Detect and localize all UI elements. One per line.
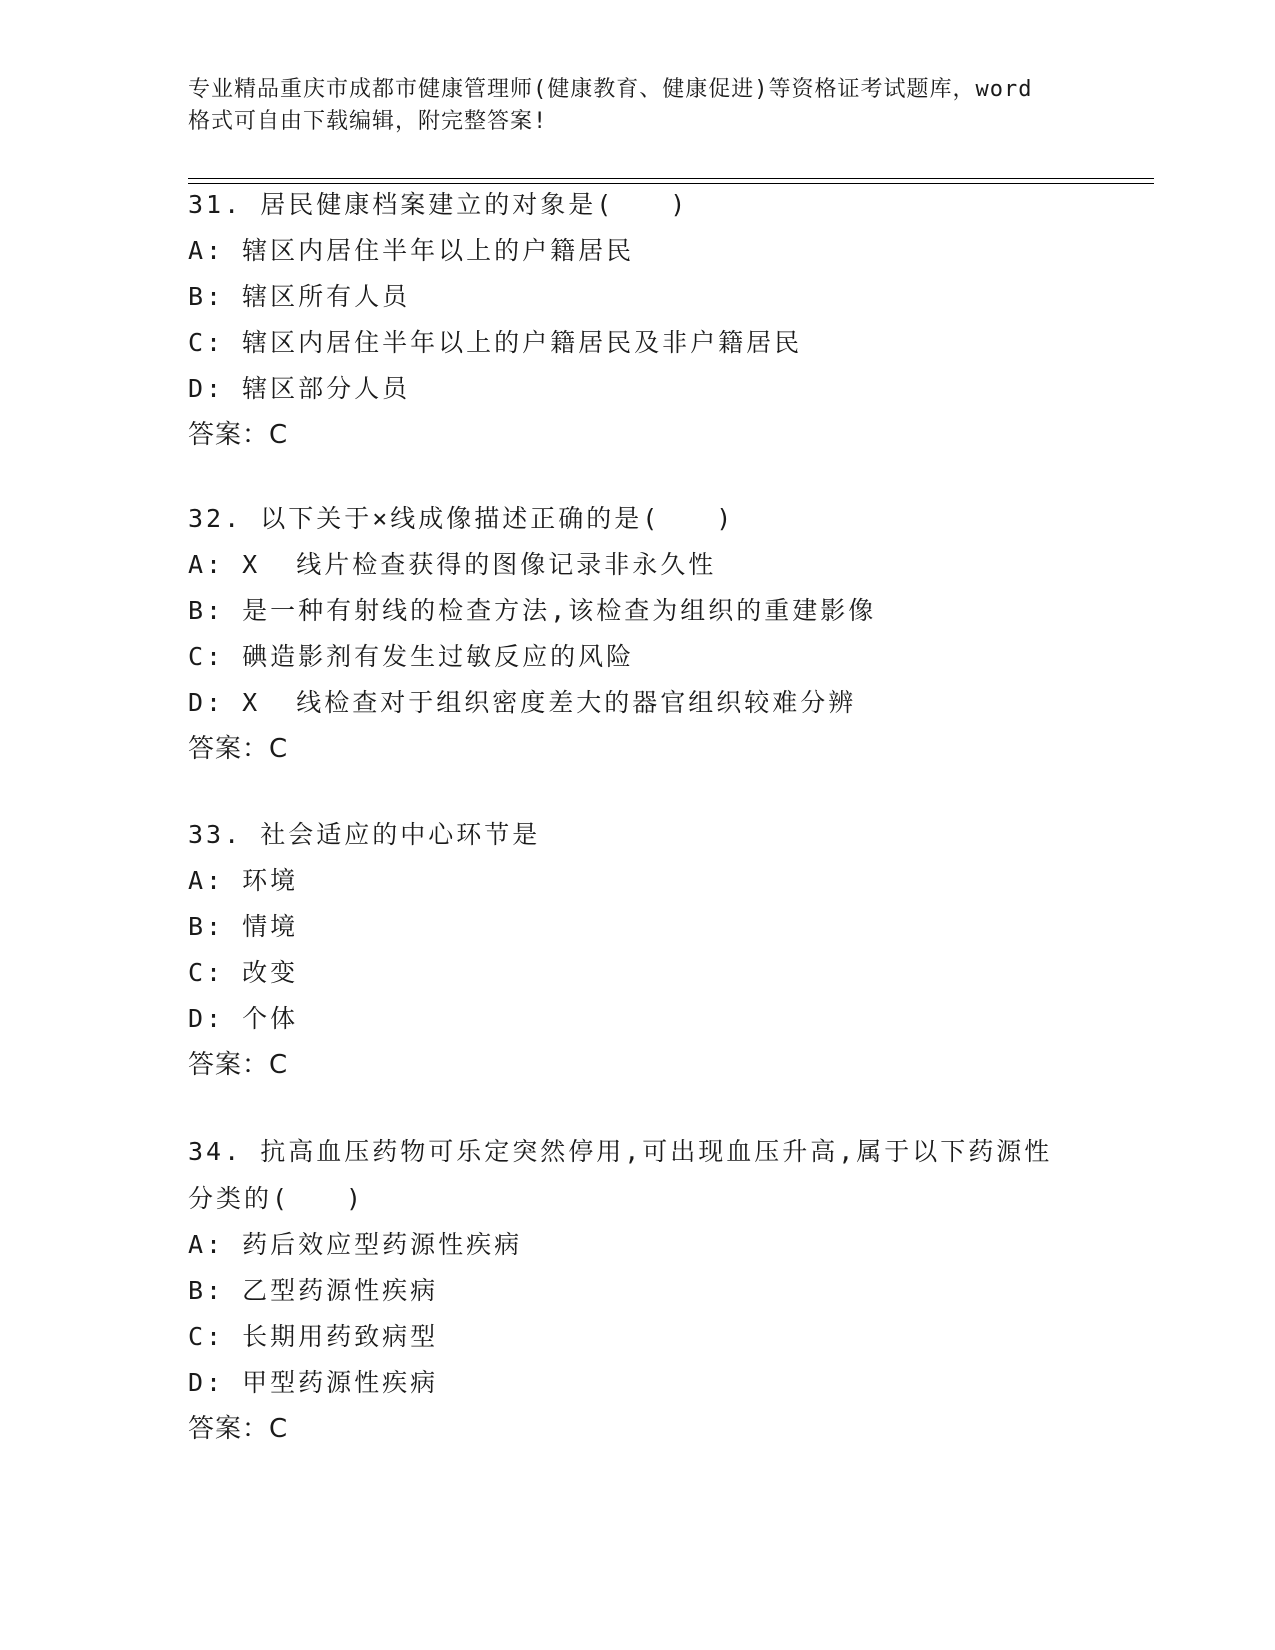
question-stem-line-1: 34. 抗高血压药物可乐定突然停用,可出现血压升高,属于以下药源性	[188, 1137, 1053, 1166]
answer: 答案：C	[188, 1414, 289, 1444]
option-c: C: 辖区内居住半年以上的户籍居民及非户籍居民	[188, 328, 803, 357]
question-stem: 33. 社会适应的中心环节是	[188, 820, 541, 849]
question-stem: 31. 居民健康档案建立的对象是( )	[188, 190, 689, 219]
option-d: D: X 线检查对于组织密度差大的器官组织较难分辨	[188, 688, 857, 717]
option-d: D: 辖区部分人员	[188, 374, 411, 403]
question-stem-line-2: 分类的( )	[188, 1184, 365, 1213]
option-a: A: X 线片检查获得的图像记录非永久性	[188, 550, 717, 579]
question-34	[188, 1128, 1088, 1452]
answer: 答案：C	[188, 734, 289, 764]
header-line-1: 专业精品重庆市成都市健康管理师(健康教育、健康促进)等资格证考试题库，word	[188, 77, 1033, 102]
question-33	[188, 812, 1088, 1088]
answer: 答案：C	[188, 1050, 289, 1080]
option-a: A: 环境	[188, 866, 299, 895]
option-a: A: 药后效应型药源性疾病	[188, 1230, 523, 1259]
header-line-2: 格式可自由下载编辑，附完整答案!	[188, 109, 548, 134]
question-31	[188, 182, 1088, 458]
option-c: C: 碘造影剂有发生过敏反应的风险	[188, 642, 635, 671]
option-a: A: 辖区内居住半年以上的户籍居民	[188, 236, 635, 265]
option-c: C: 长期用药致病型	[188, 1322, 439, 1351]
document-header	[188, 74, 1088, 138]
option-b: B: 情境	[188, 912, 299, 941]
option-b: B: 辖区所有人员	[188, 282, 411, 311]
answer: 答案：C	[188, 420, 289, 450]
header-divider-top	[188, 178, 1154, 179]
option-d: D: 个体	[188, 1004, 299, 1033]
question-stem: 32. 以下关于×线成像描述正确的是( )	[188, 504, 735, 533]
option-b: B: 乙型药源性疾病	[188, 1276, 439, 1305]
option-b: B: 是一种有射线的检查方法,该检查为组织的重建影像	[188, 596, 877, 625]
question-32	[188, 496, 1088, 772]
option-c: C: 改变	[188, 958, 299, 987]
option-d: D: 甲型药源性疾病	[188, 1368, 439, 1397]
